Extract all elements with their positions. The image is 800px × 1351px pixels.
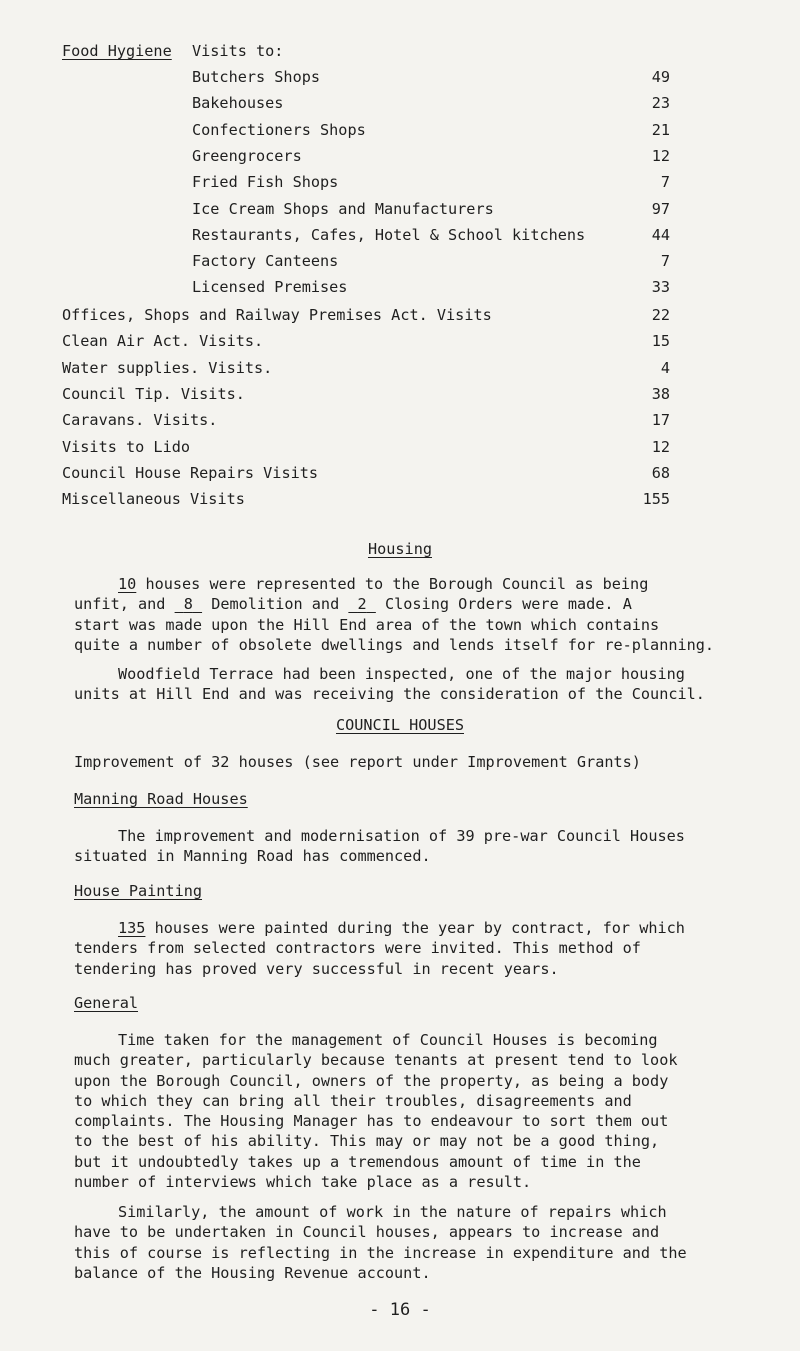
list-item-label: Visits to Lido: [62, 437, 191, 456]
housing-p1-text-1: houses were represented to the Borough Council as being: [136, 575, 649, 593]
council-houses-heading: COUNCIL HOUSES: [335, 716, 464, 734]
housing-heading: Housing: [367, 540, 432, 558]
list-item: [0, 173, 800, 195]
general-paragraph-1: Time taken for the management of Council Houses is becoming much greater, particularly because tenants at present tend to look upon the Borough Council, owners of the property, as being a body to which they can bring all their troubles, disagreements and complaints. The Housing Manager has to endeavour to sort them out to the best of his ability. This may or may not be a good thing, but it undoubtedly takes up a tremendous amount of time in the number of interviews which take place as a result.: [74, 1031, 678, 1192]
visits-to-label: Visits to:: [192, 42, 284, 60]
general-heading: General: [74, 994, 139, 1012]
list-item-label: Fried Fish Shops: [192, 173, 339, 192]
list-item: [0, 252, 800, 274]
list-item: [0, 147, 800, 169]
list-item-value: 68: [651, 463, 670, 482]
list-item-value: 38: [651, 384, 670, 403]
list-item-value: 21: [651, 120, 670, 139]
list-item-label: Council Tip. Visits.: [62, 384, 245, 403]
list-item: [0, 278, 800, 300]
list-item-label: Miscellaneous Visits: [62, 490, 245, 509]
general-paragraph-2: Similarly, the amount of work in the nature of repairs which have to be undertaken in Council houses, appears to increase and this of course is reflecting in the increase in expenditure and the balance of the Housing Revenue account.: [74, 1203, 687, 1282]
housing-p1-text-3: Demolition and: [202, 595, 349, 614]
list-item-label: Confectioners Shops: [192, 120, 366, 139]
list-item-value: 44: [651, 225, 670, 244]
list-item-value: 7: [660, 252, 670, 271]
list-item-value: 97: [651, 199, 670, 218]
housing-p1-text-4: Closing Orders were made. A: [375, 595, 632, 614]
list-item-value: 33: [651, 278, 670, 297]
list-item-value: 22: [651, 306, 670, 324]
list-item: [0, 226, 800, 248]
list-item: [0, 411, 800, 433]
list-item: [0, 306, 800, 328]
list-item-label: Water supplies. Visits.: [62, 358, 273, 377]
list-item-value: 7: [660, 173, 670, 192]
list-item-label: Licensed Premises: [192, 278, 348, 297]
list-item-label: Ice Cream Shops and Manufacturers: [192, 199, 494, 218]
list-item: [0, 200, 800, 222]
list-item: [0, 121, 800, 143]
list-item-value: 12: [651, 146, 670, 165]
list-item-label: Butchers Shops: [192, 68, 321, 86]
list-item: [0, 68, 800, 90]
list-item: [0, 332, 800, 354]
list-item-label: Offices, Shops and Railway Premises Act. Visits: [62, 306, 492, 324]
list-item-value: 12: [651, 437, 670, 456]
list-item-value: 17: [651, 411, 670, 430]
list-item: [0, 464, 800, 486]
list-item-label: Bakehouses: [192, 94, 284, 113]
unfit-count: 10: [118, 575, 137, 593]
list-item-value: 4: [660, 358, 670, 377]
demolition-count: 8: [183, 595, 193, 614]
list-item-label: Caravans. Visits.: [62, 411, 218, 430]
list-item-label: Restaurants, Cafes, Hotel & School kitchens: [192, 225, 586, 244]
closing-count: 2: [357, 595, 367, 614]
list-item-value: 155: [642, 490, 670, 509]
housing-paragraph-1: [74, 574, 764, 655]
list-item-value: 15: [651, 332, 670, 351]
list-item-value: 23: [651, 94, 670, 113]
list-item: [0, 438, 800, 460]
housing-p1-line-4: quite a number of obsolete dwellings and lends itself for re-planning.: [74, 635, 715, 654]
painted-count: 135: [118, 919, 146, 937]
manning-road-heading: Manning Road Houses: [74, 790, 248, 808]
list-item-label: Council House Repairs Visits: [62, 463, 319, 482]
list-item: [0, 94, 800, 116]
food-hygiene-heading: Food Hygiene: [62, 42, 172, 60]
list-item-label: Clean Air Act. Visits.: [62, 332, 264, 351]
list-item: [0, 385, 800, 407]
list-item-value: 49: [651, 68, 670, 86]
list-item: [0, 359, 800, 381]
house-painting-paragraph: 135 houses were painted during the year by contract, for which tenders from selected contractors were invited. This method of tendering has proved very successful in recent years.: [74, 919, 685, 978]
page-number: - 16 -: [369, 1300, 431, 1320]
manning-road-paragraph: The improvement and modernisation of 39 pre-war Council Houses situated in Manning Road has commenced.: [74, 827, 685, 866]
improvement-line: Improvement of 32 houses (see report under Improvement Grants): [74, 753, 641, 771]
list-item-label: Factory Canteens: [192, 252, 339, 271]
housing-p1-text-2: unfit, and: [74, 595, 175, 614]
housing-p1-line-3: start was made upon the Hill End area of the town which contains: [74, 615, 660, 634]
list-item-label: Greengrocers: [192, 146, 302, 165]
housing-paragraph-2: Woodfield Terrace had been inspected, one of the major housing units at Hill End and was receiving the consideration of the Council.: [74, 665, 705, 704]
house-painting-heading: House Painting: [74, 882, 203, 900]
list-item: [0, 490, 800, 512]
